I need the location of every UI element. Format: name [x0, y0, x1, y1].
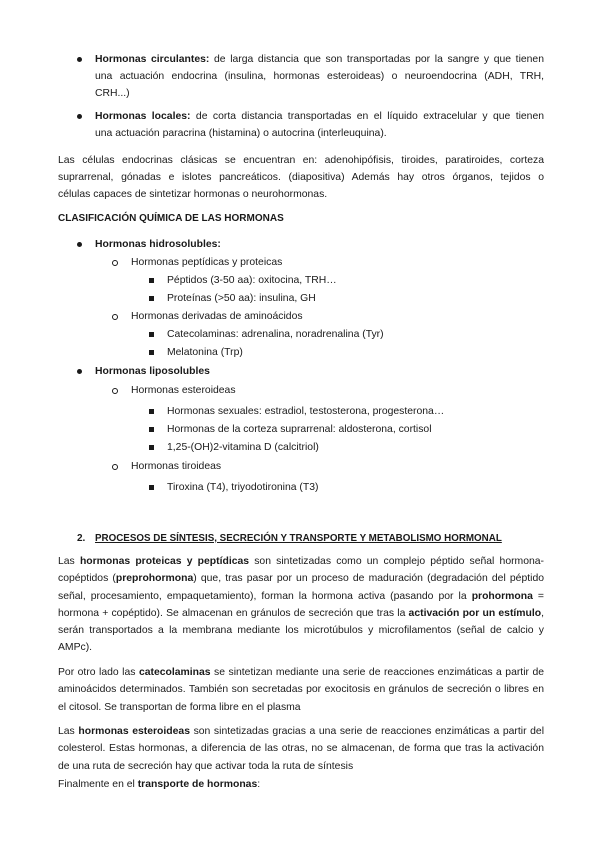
bullet-dot-icon [77, 242, 82, 247]
bullet-dot-icon [77, 369, 82, 374]
bullet-square-icon [149, 332, 154, 337]
bullet-square-icon [149, 445, 154, 450]
sexuales-item: Hormonas sexuales: estradiol, testosterona, progesterona… [167, 406, 445, 417]
bullet-circle-icon [112, 388, 118, 394]
locales-line2: una actuación paracrina (histamina) o autocrina (interleuquina). [95, 128, 387, 139]
section2-number: 2. [77, 533, 86, 544]
circulantes-term: Hormonas circulantes: [95, 54, 210, 65]
tiroideas-item: Hormonas tiroideas [131, 461, 222, 472]
clasificacion-heading: CLASIFICACIÓN QUÍMICA DE LAS HORMONAS [58, 213, 284, 224]
bullet-square-icon [149, 409, 154, 414]
corteza-item: Hormonas de la corteza suprarrenal: aldosterona, cortisol [167, 424, 432, 435]
bullet-dot-icon [77, 57, 82, 62]
liposolubles-item: Hormonas liposolubles [95, 366, 210, 377]
paragraph-esteroideas: Las hormonas esteroideas son sintetizadas gracias a una serie de reacciones enzimáticas a partir del colesterol. Estas hormonas, a diferencia de las otras, no se almacenan, de forma que tras la activación de una ruta de secreción hay que activar toda la ruta de síntesis [58, 726, 545, 772]
locales-term: Hormonas locales: [95, 111, 191, 122]
bullet-circle-icon [112, 260, 118, 266]
paragraph-final: Finalmente en el transporte de hormonas: [58, 779, 261, 790]
celulas-line1: Las células endocrinas clásicas se encuentran en: adenohipófisis, tiroides, paratiroides, corteza [58, 155, 544, 166]
paragraph-catecolaminas: Por otro lado las catecolaminas se sintetizan mediante una serie de reacciones enzimáticas a partir de aminoácidos determinados. También son secretadas por exocitosis en gránulos de secreción o libres en el citosol. Se transportan de forma libre en el plasma [58, 667, 544, 713]
bullet-dot-icon [77, 114, 82, 119]
locales-line1: Hormonas locales: de corta distancia transportadas en el líquido extracelular y que tienen [95, 111, 545, 122]
tiroxina-item: Tiroxina (T4), triyodotironina (T3) [167, 482, 319, 493]
circulantes-line3: CRH...) [95, 88, 130, 99]
bullet-circle-icon [112, 464, 118, 470]
bullet-square-icon [149, 296, 154, 301]
celulas-line3: células capaces de sintetizar hormonas o neurohormonas. [58, 189, 328, 200]
peptidicas-item: Hormonas peptídicas y proteicas [131, 257, 283, 268]
bullet-square-icon [149, 350, 154, 355]
bullet-square-icon [149, 485, 154, 490]
bullet-square-icon [149, 427, 154, 432]
bullet-circle-icon [112, 314, 118, 320]
melatonina-item: Melatonina (Trp) [167, 347, 243, 358]
paragraph-proteicas: Las hormonas proteicas y peptídicas son sintetizadas como un complejo péptido señal hormona-copéptidos (preprohormona) que, tras pasar por un proceso de maduración (degradación del péptido señal, procesamiento, empaquetamiento), forman la hormona activa (pasando por la prohormona = hormona + copéptido). Se almacenan en gránulos de secreción que tras la activación por un estímulo, serán transportados a la membrana mediante los microtúbulos y microfilamentos (señal de calcio y AMPc). [58, 556, 545, 654]
section2-title: PROCESOS DE SÍNTESIS, SECRECIÓN Y TRANSPORTE Y METABOLISMO HORMONAL [95, 533, 502, 544]
catecolaminas-item: Catecolaminas: adrenalina, noradrenalina (Tyr) [167, 329, 384, 340]
proteinas-item: Proteínas (>50 aa): insulina, GH [167, 293, 316, 304]
esteroideas-item: Hormonas esteroideas [131, 385, 236, 396]
celulas-line2: suprarrenal, gónadas e islotes pancreáticos. (diapositiva) Además hay otros órganos, tejidos o [58, 172, 544, 183]
vitamina-item: 1,25-(OH)2-vitamina D (calcitriol) [167, 442, 319, 453]
derivadas-item: Hormonas derivadas de aminoácidos [131, 311, 303, 322]
bullet-square-icon [149, 278, 154, 283]
peptidos-item: Péptidos (3-50 aa): oxitocina, TRH… [167, 275, 337, 286]
circulantes-line1: Hormonas circulantes: de larga distancia que son transportadas por la sangre y que tienen [95, 54, 544, 65]
circulantes-line2: una actuación endocrina (insulina, hormonas esteroideas) o neuroendocrina (ADH, TRH, [95, 71, 544, 82]
hidrosolubles-item: Hormonas hidrosolubles: [95, 239, 221, 250]
